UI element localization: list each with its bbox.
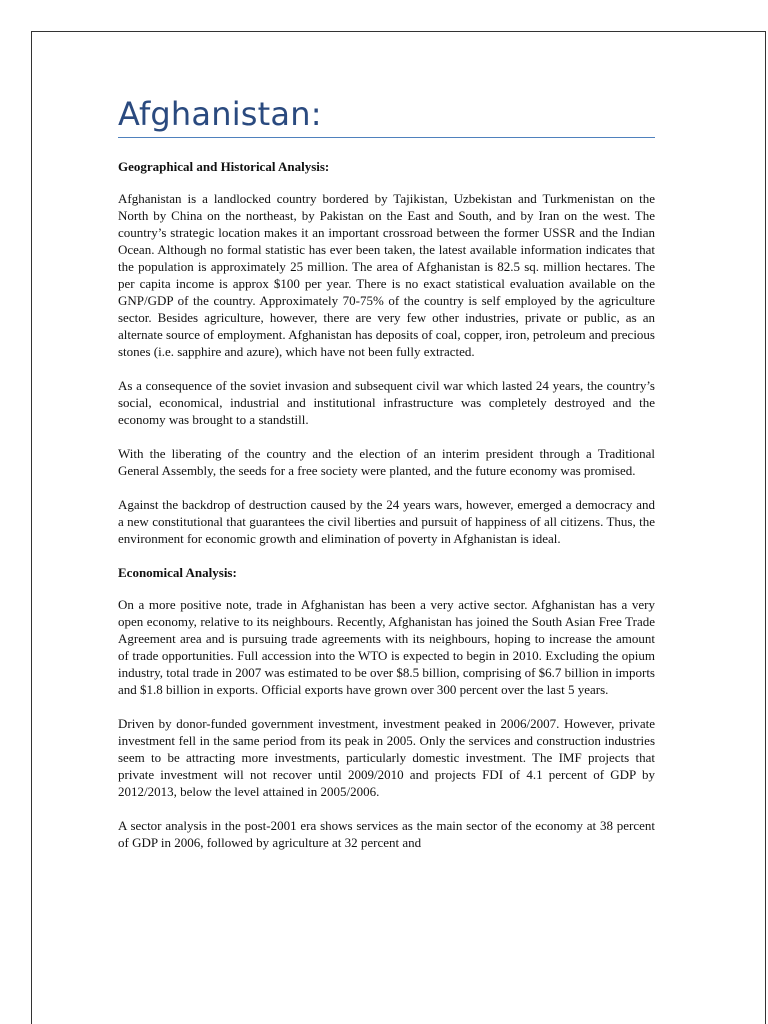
paragraph-investment: Driven by donor-funded government investment, investment peaked in 2006/2007. However, private investment fell in the same period from its peak in 2005. Only the services and construction industries seem to be attracting more investments, particularly domestic investment. The IMF projects that private investment will not recover until 2009/2010 and projects FDI of 4.1 percent of GDP by 2012/2013, below the level attained in 2005/2006. (118, 716, 655, 799)
paragraph-trade: On a more positive note, trade in Afghanistan has been a very active sector. Afghanistan has a very open economy, relative to its neighbours. Recently, Afghanistan has joined the South Asian Free Trade Agreement area and is pursuing trade agreements with its neighbours, hoping to increase the amount of trade opportunities. Full accession into the WTO is expected to begin in 2010. Excluding the opium industry, total trade in 2007 was estimated to be over $8.5 billion, comprising of $6.7 billion in imports and $1.8 billion in exports. Official exports have grown over 300 percent over the last 5 years. (118, 597, 655, 697)
paragraph-overview: Afghanistan is a landlocked country bordered by Tajikistan, Uzbekistan and Turkmenistan on the North by China on the northeast, by Pakistan on the East and South, and by Iran on the west. The country’s strategic location makes it an important crossroad between the former USSR and the Indian Ocean. Although no formal statistic has ever been taken, the latest available information indicates that the population is approximately 25 million. The area of Afghanistan is 82.5 sq. million hectares. The per capita income is approx $100 per year. There is no exact statistical evaluation available on the GNP/GDP of the country. Approximately 70-75% of the country is self employed by the agriculture sector. Besides agriculture, however, there are very few other industries, private or public, as an alternate source of employment. Afghanistan has deposits of coal, copper, iron, petroleum and precious stones (i.e. sapphire and azure), which have not been fully extracted. (118, 191, 655, 359)
section-heading-geographical-historical: Geographical and Historical Analysis: (118, 159, 330, 174)
paragraph-soviet-invasion: As a consequence of the soviet invasion and subsequent civil war which lasted 24 years, the country’s social, economical, industrial and institutional infrastructure was completely destroyed and the economy was brought to a standstill. (118, 378, 655, 427)
document-page (31, 31, 766, 1024)
paragraph-sector-analysis: A sector analysis in the post-2001 era shows services as the main sector of the economy at 38 percent of GDP in 2006, followed by agriculture at 32 percent and (118, 818, 655, 850)
paragraph-democracy: Against the backdrop of destruction caused by the 24 years wars, however, emerged a democracy and a new constitutional that guarantees the civil liberties and pursuit of happiness of all citizens. Thus, the environment for economic growth and elimination of poverty in Afghanistan is ideal. (118, 497, 655, 546)
section-heading-economical: Economical Analysis: (118, 565, 237, 580)
document-title: Afghanistan: (118, 95, 322, 133)
page-content (118, 95, 655, 851)
title-underline-rule (118, 137, 655, 138)
paragraph-liberation: With the liberating of the country and the election of an interim president through a Traditional General Assembly, the seeds for a free society were planted, and the future economy was promised. (118, 446, 655, 478)
